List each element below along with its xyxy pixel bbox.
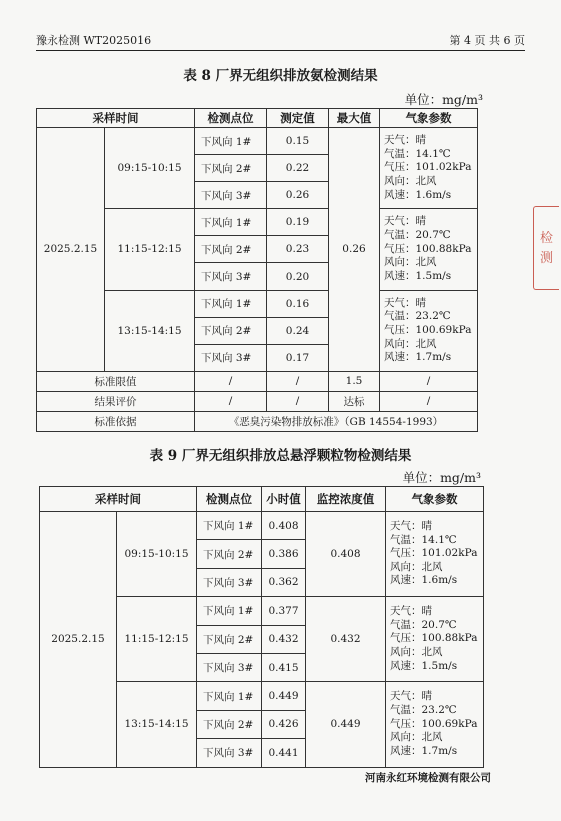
standard-limit-row — [37, 371, 478, 391]
table9-header-row — [40, 487, 484, 512]
company-name: 河南永红环境检测有限公司 — [365, 772, 491, 784]
measured-value: 0.17 — [267, 344, 329, 371]
weather-line: 天气：晴 — [384, 215, 426, 228]
seal-glyph: 测 — [539, 251, 553, 266]
measured-value: 0.20 — [267, 263, 329, 290]
measured-value: 0.432 — [262, 625, 306, 653]
weather-line: 气压：100.88kPa — [384, 242, 472, 255]
sampling-period: 09:15-10:15 — [117, 512, 197, 597]
th-monitor-value: 监控浓度值 — [306, 487, 386, 512]
weather-line: 风向：北风 — [384, 337, 437, 350]
table8 — [36, 108, 478, 432]
weather-line: 气压：100.69kPa — [384, 323, 472, 336]
weather-line: 气温：23.2℃ — [390, 704, 457, 717]
value-cell: / — [267, 371, 329, 391]
weather-line: 风向：北风 — [390, 731, 443, 744]
seal-glyph: 检 — [539, 231, 553, 246]
monitoring-point: 下风向 3# — [197, 653, 262, 681]
data-row — [37, 128, 478, 155]
table8-unit: 单位：mg/m³ — [404, 92, 483, 107]
measured-value: 0.449 — [262, 682, 306, 710]
th-weather: 气象参数 — [386, 487, 484, 512]
monitoring-point: 下风向 3# — [195, 344, 267, 371]
standard-basis-row — [37, 411, 478, 431]
sampling-period: 11:15-12:15 — [105, 209, 195, 290]
weather-params — [386, 682, 484, 767]
th-point: 检测点位 — [197, 487, 262, 512]
monitoring-point: 下风向 3# — [195, 182, 267, 209]
sampling-period: 09:15-10:15 — [105, 128, 195, 209]
weather-line: 天气：晴 — [390, 690, 432, 703]
page-number: 第 4 页 共 6 页 — [449, 34, 525, 47]
max-cell: 1.5 — [329, 371, 380, 391]
weather-params — [380, 290, 478, 371]
table9-title: 表 9 厂界无组织排放总悬浮颗粒物检测结果 — [149, 448, 412, 464]
measured-value: 0.23 — [267, 236, 329, 263]
th-weather: 气象参数 — [380, 109, 478, 128]
weather-line: 气温：20.7℃ — [390, 618, 457, 631]
th-value: 测定值 — [267, 109, 329, 128]
point-cell: / — [195, 371, 267, 391]
measured-value: 0.26 — [267, 182, 329, 209]
monitoring-point: 下风向 2# — [197, 710, 262, 738]
monitor-value: 0.408 — [306, 512, 386, 597]
th-max: 最大值 — [329, 109, 380, 128]
th-point: 检测点位 — [195, 109, 267, 128]
header-divider — [36, 50, 525, 51]
weather-params — [380, 209, 478, 290]
data-row — [40, 512, 484, 540]
monitoring-point: 下风向 2# — [195, 155, 267, 182]
weather-line: 风向：北风 — [384, 174, 437, 187]
weather-line: 风速：1.5m/s — [390, 659, 458, 672]
monitoring-point: 下风向 1# — [195, 128, 267, 155]
weather-line: 气压：100.88kPa — [390, 632, 478, 645]
monitoring-point: 下风向 2# — [195, 236, 267, 263]
measured-value: 0.22 — [267, 155, 329, 182]
sampling-period: 13:15-14:15 — [105, 290, 195, 371]
monitoring-point: 下风向 3# — [197, 739, 262, 767]
monitoring-point: 下风向 1# — [197, 512, 262, 540]
row-label: 标准依据 — [37, 411, 195, 431]
weather-line: 天气：晴 — [390, 605, 432, 618]
measured-value: 0.441 — [262, 739, 306, 767]
table8-title: 表 8 厂界无组织排放氨检测结果 — [183, 68, 378, 84]
weather-params — [386, 512, 484, 597]
row-label: 结果评价 — [37, 391, 195, 411]
monitoring-point: 下风向 3# — [197, 568, 262, 596]
value-cell: / — [267, 391, 329, 411]
weather-line: 风向：北风 — [390, 560, 443, 573]
monitor-value: 0.449 — [306, 682, 386, 767]
sampling-period: 11:15-12:15 — [117, 597, 197, 682]
monitoring-point: 下风向 2# — [197, 540, 262, 568]
weather-line: 风速：1.5m/s — [384, 269, 452, 282]
weather-line: 风向：北风 — [390, 646, 443, 659]
max-value: 0.26 — [329, 128, 380, 372]
weather-line: 气压：100.69kPa — [390, 717, 478, 730]
measured-value: 0.415 — [262, 653, 306, 681]
monitoring-point: 下风向 1# — [197, 682, 262, 710]
result-evaluation-row — [37, 391, 478, 411]
measured-value: 0.426 — [262, 710, 306, 738]
page-header — [36, 28, 525, 48]
weather-line: 天气：晴 — [390, 520, 432, 533]
measured-value: 0.408 — [262, 512, 306, 540]
th-sampling-time: 采样时间 — [40, 487, 197, 512]
monitoring-point: 下风向 2# — [197, 625, 262, 653]
weather-line: 气温：23.2℃ — [384, 310, 451, 323]
monitoring-point: 下风向 2# — [195, 317, 267, 344]
max-cell: 达标 — [329, 391, 380, 411]
measured-value: 0.16 — [267, 290, 329, 317]
measured-value: 0.377 — [262, 597, 306, 625]
weather-line: 天气：晴 — [384, 296, 426, 309]
weather-line: 气温：20.7℃ — [384, 229, 451, 242]
seam-seal-stamp — [533, 206, 559, 290]
monitoring-point: 下风向 1# — [195, 290, 267, 317]
weather-line: 风速：1.6m/s — [384, 188, 452, 201]
monitor-value: 0.432 — [306, 597, 386, 682]
weather-line: 气压：101.02kPa — [390, 547, 478, 560]
weather-cell: / — [380, 391, 478, 411]
weather-params — [380, 128, 478, 209]
measured-value: 0.386 — [262, 540, 306, 568]
monitoring-point: 下风向 3# — [195, 263, 267, 290]
weather-line: 气压：101.02kPa — [384, 161, 472, 174]
weather-line: 风速：1.6m/s — [390, 574, 458, 587]
table9-unit: 单位：mg/m³ — [402, 470, 481, 485]
sampling-date: 2025.2.15 — [40, 512, 117, 768]
monitoring-point: 下风向 1# — [197, 597, 262, 625]
weather-line: 风速：1.7m/s — [384, 351, 452, 364]
weather-line: 风向：北风 — [384, 256, 437, 269]
point-cell: / — [195, 391, 267, 411]
weather-params — [386, 597, 484, 682]
th-sampling-time: 采样时间 — [37, 109, 195, 128]
table8-header-row — [37, 109, 478, 128]
sampling-date: 2025.2.15 — [37, 128, 105, 372]
weather-line: 气温：14.1℃ — [384, 147, 451, 160]
weather-line: 风速：1.7m/s — [390, 744, 458, 757]
measured-value: 0.15 — [267, 128, 329, 155]
measured-value: 0.24 — [267, 317, 329, 344]
sampling-period: 13:15-14:15 — [117, 682, 197, 767]
weather-line: 天气：晴 — [384, 134, 426, 147]
weather-cell: / — [380, 371, 478, 391]
th-hour-value: 小时值 — [262, 487, 306, 512]
weather-line: 气温：14.1℃ — [390, 533, 457, 546]
row-label: 标准限值 — [37, 371, 195, 391]
report-number: 豫永检测 WT2025016 — [36, 34, 152, 47]
measured-value: 0.19 — [267, 209, 329, 236]
table9 — [39, 486, 484, 768]
monitoring-point: 下风向 1# — [195, 209, 267, 236]
measured-value: 0.362 — [262, 568, 306, 596]
standard-basis-text: 《恶臭污染物排放标准》（GB 14554-1993） — [195, 411, 478, 431]
